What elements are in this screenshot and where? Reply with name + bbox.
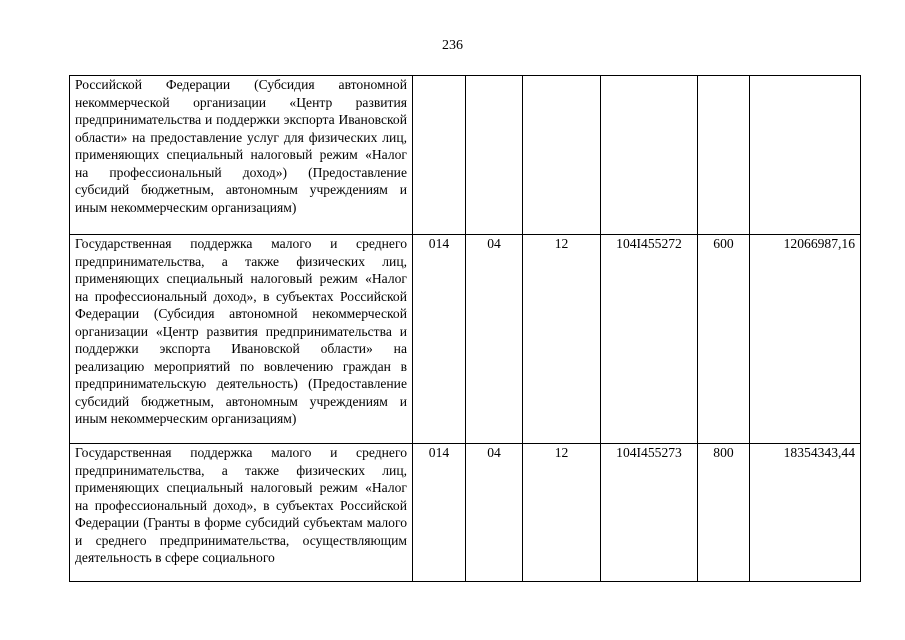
table-row xyxy=(70,444,861,582)
section-code: 04 xyxy=(466,444,523,582)
row-description: Российской Федерации (Субсидия автономной некоммерческой организации «Центр развития предпринимательства и поддержки экспорта Ивановской области» на предоставление услуг для физических лиц, применяющих специальный налоговый режим «Налог на профессиональный доход») (Предоставление субсидий бюджетным, автономным учреждениям и иным некоммерческим организациям) xyxy=(70,76,413,235)
subsection-code: 12 xyxy=(523,444,601,582)
page-number: 236 xyxy=(442,38,463,53)
ministry-code: 014 xyxy=(413,235,466,444)
budget-table xyxy=(69,75,861,582)
table-row xyxy=(70,235,861,444)
expense-type-code xyxy=(698,76,750,235)
section-code: 04 xyxy=(466,235,523,444)
target-article-code xyxy=(601,76,698,235)
ministry-code: 014 xyxy=(413,444,466,582)
target-article-code: 104I455272 xyxy=(601,235,698,444)
target-article-code: 104I455273 xyxy=(601,444,698,582)
ministry-code xyxy=(413,76,466,235)
table-row xyxy=(70,76,861,235)
section-code xyxy=(466,76,523,235)
row-description: Государственная поддержка малого и среднего предпринимательства, а также физических лиц, применяющих специальный налоговый режим «Налог на профессиональный доход», в субъектах Российской Федерации (Субсидия автономной некоммерческой организации «Центр развития предпринимательства и поддержки экспорта Ивановской области» на реализацию мероприятий по вовлечению граждан в предпринимательскую деятельность) (Предоставление субсидий бюджетным, автономным учреждениям и иным некоммерческим организациям) xyxy=(70,235,413,444)
amount: 18354343,44 xyxy=(750,444,861,582)
expense-type-code: 600 xyxy=(698,235,750,444)
row-description: Государственная поддержка малого и среднего предпринимательства, а также физических лиц, применяющих специальный налоговый режим «Налог на профессиональный доход», в субъектах Российской Федерации (Гранты в форме субсидий субъектам малого и среднего предпринимательства, осуществляющим деятельность в сфере социального xyxy=(70,444,413,582)
expense-type-code: 800 xyxy=(698,444,750,582)
amount xyxy=(750,76,861,235)
subsection-code xyxy=(523,76,601,235)
subsection-code: 12 xyxy=(523,235,601,444)
amount: 12066987,16 xyxy=(750,235,861,444)
